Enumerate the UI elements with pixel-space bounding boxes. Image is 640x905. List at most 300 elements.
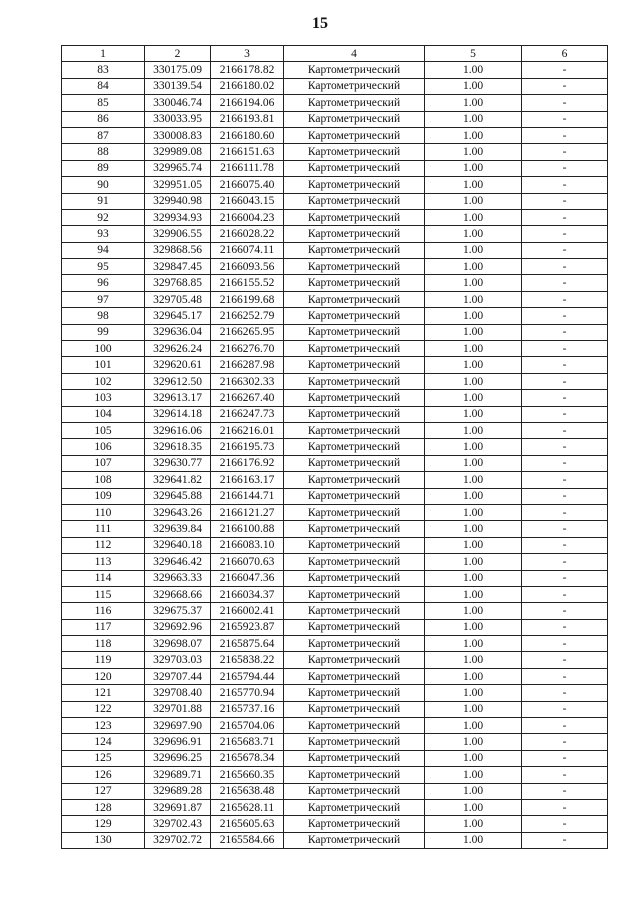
table-cell: 2166193.81 (211, 111, 284, 127)
table-cell: Картометрический (284, 554, 425, 570)
table-cell: 96 (62, 275, 145, 291)
table-cell: 2166302.33 (211, 373, 284, 389)
table-cell: 103 (62, 390, 145, 406)
table-cell: Картометрический (284, 537, 425, 553)
table-cell: 329689.28 (145, 783, 211, 799)
table-cell: 329703.03 (145, 652, 211, 668)
table-cell: 2165628.11 (211, 799, 284, 815)
table-cell: 1.00 (425, 357, 522, 373)
table-cell: 2166247.73 (211, 406, 284, 422)
table-cell: 88 (62, 144, 145, 160)
table-cell: 1.00 (425, 62, 522, 78)
table-cell: 1.00 (425, 668, 522, 684)
table-cell: 1.00 (425, 341, 522, 357)
table-cell: 2165875.64 (211, 636, 284, 652)
column-header: 5 (425, 46, 522, 62)
table-cell: 1.00 (425, 652, 522, 668)
table-cell: Картометрический (284, 259, 425, 275)
table-cell: 2166199.68 (211, 291, 284, 307)
column-header: 3 (211, 46, 284, 62)
table-cell: 2166252.79 (211, 308, 284, 324)
table-cell: - (522, 439, 608, 455)
table-cell: 1.00 (425, 767, 522, 783)
table-cell: Картометрический (284, 750, 425, 766)
table-cell: 124 (62, 734, 145, 750)
table-row (62, 734, 608, 750)
table-cell: - (522, 291, 608, 307)
table-cell: 329965.74 (145, 160, 211, 176)
table-row (62, 275, 608, 291)
table-cell: 2165770.94 (211, 685, 284, 701)
table-cell: 1.00 (425, 537, 522, 553)
table-cell: 2165683.71 (211, 734, 284, 750)
table-cell: 1.00 (425, 554, 522, 570)
table-row (62, 291, 608, 307)
table-cell: - (522, 259, 608, 275)
table-cell: - (522, 242, 608, 258)
table-cell: 1.00 (425, 324, 522, 340)
table-cell: Картометрический (284, 603, 425, 619)
table-cell: Картометрический (284, 488, 425, 504)
table-cell: 120 (62, 668, 145, 684)
table-cell: 102 (62, 373, 145, 389)
table-cell: Картометрический (284, 341, 425, 357)
table-cell: 329668.66 (145, 586, 211, 602)
table-cell: - (522, 685, 608, 701)
table-cell: Картометрический (284, 521, 425, 537)
table-cell: Картометрический (284, 95, 425, 111)
table-cell: 2166043.15 (211, 193, 284, 209)
table-row (62, 259, 608, 275)
table-cell: 329636.04 (145, 324, 211, 340)
table-cell: 329708.40 (145, 685, 211, 701)
table-cell: 1.00 (425, 111, 522, 127)
table-cell: Картометрический (284, 177, 425, 193)
table-cell: 2166074.11 (211, 242, 284, 258)
table-cell: 2165838.22 (211, 652, 284, 668)
table-cell: 330139.54 (145, 78, 211, 94)
table-cell: 329696.25 (145, 750, 211, 766)
table-cell: Картометрический (284, 357, 425, 373)
table-cell: 1.00 (425, 78, 522, 94)
table-cell: Картометрический (284, 636, 425, 652)
table-cell: 2166178.82 (211, 62, 284, 78)
table-cell: Картометрический (284, 193, 425, 209)
table-cell: 329663.33 (145, 570, 211, 586)
table-cell: Картометрический (284, 455, 425, 471)
table-cell: - (522, 816, 608, 832)
table-cell: 329701.88 (145, 701, 211, 717)
table-row (62, 619, 608, 635)
table-cell: - (522, 111, 608, 127)
table-cell: Картометрический (284, 209, 425, 225)
table-cell: - (522, 127, 608, 143)
table-cell: 94 (62, 242, 145, 258)
table-cell: 87 (62, 127, 145, 143)
table-cell: 2166075.40 (211, 177, 284, 193)
table-cell: 90 (62, 177, 145, 193)
page-number: 15 (312, 15, 328, 32)
table-row (62, 537, 608, 553)
table-cell: 1.00 (425, 242, 522, 258)
table-row (62, 701, 608, 717)
table-cell: 329641.82 (145, 472, 211, 488)
table-cell: 329616.06 (145, 422, 211, 438)
table-cell: 1.00 (425, 799, 522, 815)
column-header: 4 (284, 46, 425, 62)
table-cell: 111 (62, 521, 145, 537)
table-cell: 329697.90 (145, 718, 211, 734)
table-cell: 113 (62, 554, 145, 570)
table-cell: 2166047.36 (211, 570, 284, 586)
table-cell: Картометрический (284, 832, 425, 848)
table-cell: 1.00 (425, 226, 522, 242)
table-cell: 1.00 (425, 275, 522, 291)
table-cell: 130 (62, 832, 145, 848)
table-cell: 2166121.27 (211, 504, 284, 520)
table-cell: - (522, 832, 608, 848)
table-cell: Картометрический (284, 767, 425, 783)
table-row (62, 455, 608, 471)
table-cell: Картометрический (284, 439, 425, 455)
table-cell: Картометрический (284, 373, 425, 389)
table-cell: - (522, 619, 608, 635)
table-cell: 121 (62, 685, 145, 701)
table-cell: Картометрический (284, 242, 425, 258)
table-row (62, 177, 608, 193)
table-cell: 329705.48 (145, 291, 211, 307)
table-header-row (62, 46, 608, 62)
table-cell: 110 (62, 504, 145, 520)
table-row (62, 324, 608, 340)
table-cell: 2165737.16 (211, 701, 284, 717)
table-cell: 116 (62, 603, 145, 619)
table-row (62, 668, 608, 684)
table-cell: - (522, 767, 608, 783)
table-cell: 329768.85 (145, 275, 211, 291)
table-cell: 1.00 (425, 685, 522, 701)
table-cell: 97 (62, 291, 145, 307)
table-cell: 126 (62, 767, 145, 783)
table-cell: Картометрический (284, 570, 425, 586)
table-cell: 2166180.02 (211, 78, 284, 94)
table-cell: 1.00 (425, 422, 522, 438)
table-cell: 329630.77 (145, 455, 211, 471)
table-cell: - (522, 586, 608, 602)
table-cell: Картометрический (284, 291, 425, 307)
table-cell: 2166155.52 (211, 275, 284, 291)
table-cell: 2165678.34 (211, 750, 284, 766)
table-row (62, 160, 608, 176)
table-cell: - (522, 373, 608, 389)
table-cell: 330046.74 (145, 95, 211, 111)
table-cell: 329868.56 (145, 242, 211, 258)
table-row (62, 357, 608, 373)
table-row (62, 832, 608, 848)
table-cell: 105 (62, 422, 145, 438)
table-cell: 101 (62, 357, 145, 373)
table-row (62, 78, 608, 94)
table-cell: 123 (62, 718, 145, 734)
table-cell: 112 (62, 537, 145, 553)
table-cell: Картометрический (284, 472, 425, 488)
table-cell: - (522, 406, 608, 422)
table-row (62, 406, 608, 422)
table-cell: 1.00 (425, 160, 522, 176)
table-cell: - (522, 308, 608, 324)
table-cell: 1.00 (425, 291, 522, 307)
table-cell: 122 (62, 701, 145, 717)
table-row (62, 341, 608, 357)
table-cell: Картометрический (284, 127, 425, 143)
table-row (62, 750, 608, 766)
table-cell: Картометрический (284, 78, 425, 94)
table-cell: 1.00 (425, 816, 522, 832)
table-cell: Картометрический (284, 324, 425, 340)
table-row (62, 422, 608, 438)
table-row (62, 636, 608, 652)
table-cell: 329702.43 (145, 816, 211, 832)
table-cell: 329906.55 (145, 226, 211, 242)
table-cell: - (522, 652, 608, 668)
table-row (62, 242, 608, 258)
table-cell: 1.00 (425, 832, 522, 848)
table-cell: 1.00 (425, 783, 522, 799)
table-row (62, 521, 608, 537)
table-cell: 119 (62, 652, 145, 668)
table-cell: 2166070.63 (211, 554, 284, 570)
table-cell: - (522, 799, 608, 815)
table-row (62, 586, 608, 602)
table-row (62, 472, 608, 488)
table-cell: Картометрический (284, 619, 425, 635)
table-cell: 1.00 (425, 521, 522, 537)
table-cell: - (522, 177, 608, 193)
table-cell: 2165794.44 (211, 668, 284, 684)
table-cell: 100 (62, 341, 145, 357)
table-cell: 2166144.71 (211, 488, 284, 504)
table-cell: Картометрический (284, 734, 425, 750)
table-cell: Картометрический (284, 718, 425, 734)
table-cell: 330033.95 (145, 111, 211, 127)
table-cell: 1.00 (425, 127, 522, 143)
table-body (62, 62, 608, 849)
table-cell: 329707.44 (145, 668, 211, 684)
table-cell: 330008.83 (145, 127, 211, 143)
table-cell: 2165638.48 (211, 783, 284, 799)
table-row (62, 504, 608, 520)
table-cell: 329646.42 (145, 554, 211, 570)
table-cell: Картометрический (284, 799, 425, 815)
table-cell: 1.00 (425, 439, 522, 455)
table-cell: 128 (62, 799, 145, 815)
table-cell: 1.00 (425, 570, 522, 586)
table-cell: 91 (62, 193, 145, 209)
table-row (62, 144, 608, 160)
table-row (62, 390, 608, 406)
table-cell: 1.00 (425, 718, 522, 734)
table-cell: 2166287.98 (211, 357, 284, 373)
table-cell: 108 (62, 472, 145, 488)
table-row (62, 193, 608, 209)
table-cell: 329643.26 (145, 504, 211, 520)
table-row (62, 816, 608, 832)
column-header: 6 (522, 46, 608, 62)
table-cell: Картометрический (284, 390, 425, 406)
table-cell: 2165584.66 (211, 832, 284, 848)
table-cell: 117 (62, 619, 145, 635)
table-cell: 329702.72 (145, 832, 211, 848)
table-row (62, 127, 608, 143)
table-cell: 329940.98 (145, 193, 211, 209)
table-cell: Картометрический (284, 685, 425, 701)
table-row (62, 209, 608, 225)
table-cell: 95 (62, 259, 145, 275)
table-cell: 2166100.88 (211, 521, 284, 537)
table-cell: 2165704.06 (211, 718, 284, 734)
table-cell: 2166002.41 (211, 603, 284, 619)
column-header: 1 (62, 46, 145, 62)
table-cell: - (522, 422, 608, 438)
table-row (62, 111, 608, 127)
table-cell: - (522, 701, 608, 717)
table-cell: 1.00 (425, 504, 522, 520)
coordinates-table (61, 45, 608, 849)
table-cell: Картометрический (284, 783, 425, 799)
table-cell: - (522, 668, 608, 684)
table-cell: 1.00 (425, 636, 522, 652)
table-cell: Картометрический (284, 504, 425, 520)
table-cell: Картометрический (284, 586, 425, 602)
table-cell: 329645.88 (145, 488, 211, 504)
column-header: 2 (145, 46, 211, 62)
table-cell: - (522, 95, 608, 111)
table-cell: 2166267.40 (211, 390, 284, 406)
table-cell: 329639.84 (145, 521, 211, 537)
table-row (62, 95, 608, 111)
table-cell: - (522, 521, 608, 537)
table-cell: - (522, 504, 608, 520)
table-cell: 104 (62, 406, 145, 422)
table-cell: 1.00 (425, 308, 522, 324)
table-cell: - (522, 718, 608, 734)
table-cell: Картометрический (284, 62, 425, 78)
table-cell: - (522, 488, 608, 504)
table-cell: 329620.61 (145, 357, 211, 373)
table-row (62, 685, 608, 701)
table-cell: 329612.50 (145, 373, 211, 389)
table-cell: - (522, 275, 608, 291)
table-cell: - (522, 750, 608, 766)
table-cell: 129 (62, 816, 145, 832)
table-cell: Картометрический (284, 226, 425, 242)
table-cell: - (522, 455, 608, 471)
table-cell: 2166176.92 (211, 455, 284, 471)
table-cell: 329989.08 (145, 144, 211, 160)
table-row (62, 799, 608, 815)
table-cell: Картометрический (284, 160, 425, 176)
table-cell: 83 (62, 62, 145, 78)
table-cell: - (522, 537, 608, 553)
table-cell: Картометрический (284, 668, 425, 684)
table-cell: - (522, 783, 608, 799)
table-cell: 329675.37 (145, 603, 211, 619)
table-row (62, 226, 608, 242)
table-cell: 2166216.01 (211, 422, 284, 438)
table-row (62, 373, 608, 389)
table-cell: Картометрический (284, 308, 425, 324)
table-cell: 127 (62, 783, 145, 799)
table-cell: 2166194.06 (211, 95, 284, 111)
table-cell: 114 (62, 570, 145, 586)
table-cell: 2165605.63 (211, 816, 284, 832)
table-cell: Картометрический (284, 652, 425, 668)
table-cell: - (522, 390, 608, 406)
table-cell: Картометрический (284, 816, 425, 832)
table-cell: 329689.71 (145, 767, 211, 783)
table-cell: 329614.18 (145, 406, 211, 422)
table-cell: - (522, 226, 608, 242)
table-cell: - (522, 193, 608, 209)
table-cell: 1.00 (425, 144, 522, 160)
table-cell: - (522, 160, 608, 176)
table-cell: Картометрический (284, 406, 425, 422)
table-row (62, 767, 608, 783)
table-cell: - (522, 636, 608, 652)
table-row (62, 439, 608, 455)
table-cell: Картометрический (284, 111, 425, 127)
table-cell: 98 (62, 308, 145, 324)
table-cell: 2166163.17 (211, 472, 284, 488)
table-cell: 1.00 (425, 472, 522, 488)
table-cell: 107 (62, 455, 145, 471)
table-cell: 1.00 (425, 455, 522, 471)
table-cell: - (522, 209, 608, 225)
table-cell: 2165923.87 (211, 619, 284, 635)
table-cell: 92 (62, 209, 145, 225)
table-cell: 329640.18 (145, 537, 211, 553)
table-cell: 115 (62, 586, 145, 602)
table-cell: - (522, 570, 608, 586)
table-cell: 1.00 (425, 209, 522, 225)
table-cell: 85 (62, 95, 145, 111)
table-cell: 2166083.10 (211, 537, 284, 553)
table-cell: Картометрический (284, 422, 425, 438)
table-cell: 106 (62, 439, 145, 455)
table-cell: 2166151.63 (211, 144, 284, 160)
table-cell: 1.00 (425, 734, 522, 750)
table-row (62, 62, 608, 78)
table-cell: 84 (62, 78, 145, 94)
table-cell: 1.00 (425, 406, 522, 422)
table-row (62, 570, 608, 586)
table-row (62, 603, 608, 619)
table-cell: - (522, 603, 608, 619)
table-cell: 118 (62, 636, 145, 652)
table-row (62, 718, 608, 734)
table-cell: 329847.45 (145, 259, 211, 275)
table-cell: 1.00 (425, 95, 522, 111)
table-cell: 93 (62, 226, 145, 242)
table-cell: 1.00 (425, 619, 522, 635)
table-cell: 2166093.56 (211, 259, 284, 275)
table-cell: 1.00 (425, 586, 522, 602)
table-cell: 2166265.95 (211, 324, 284, 340)
table-cell: 329951.05 (145, 177, 211, 193)
table-cell: 329626.24 (145, 341, 211, 357)
table-row (62, 783, 608, 799)
table-cell: 330175.09 (145, 62, 211, 78)
